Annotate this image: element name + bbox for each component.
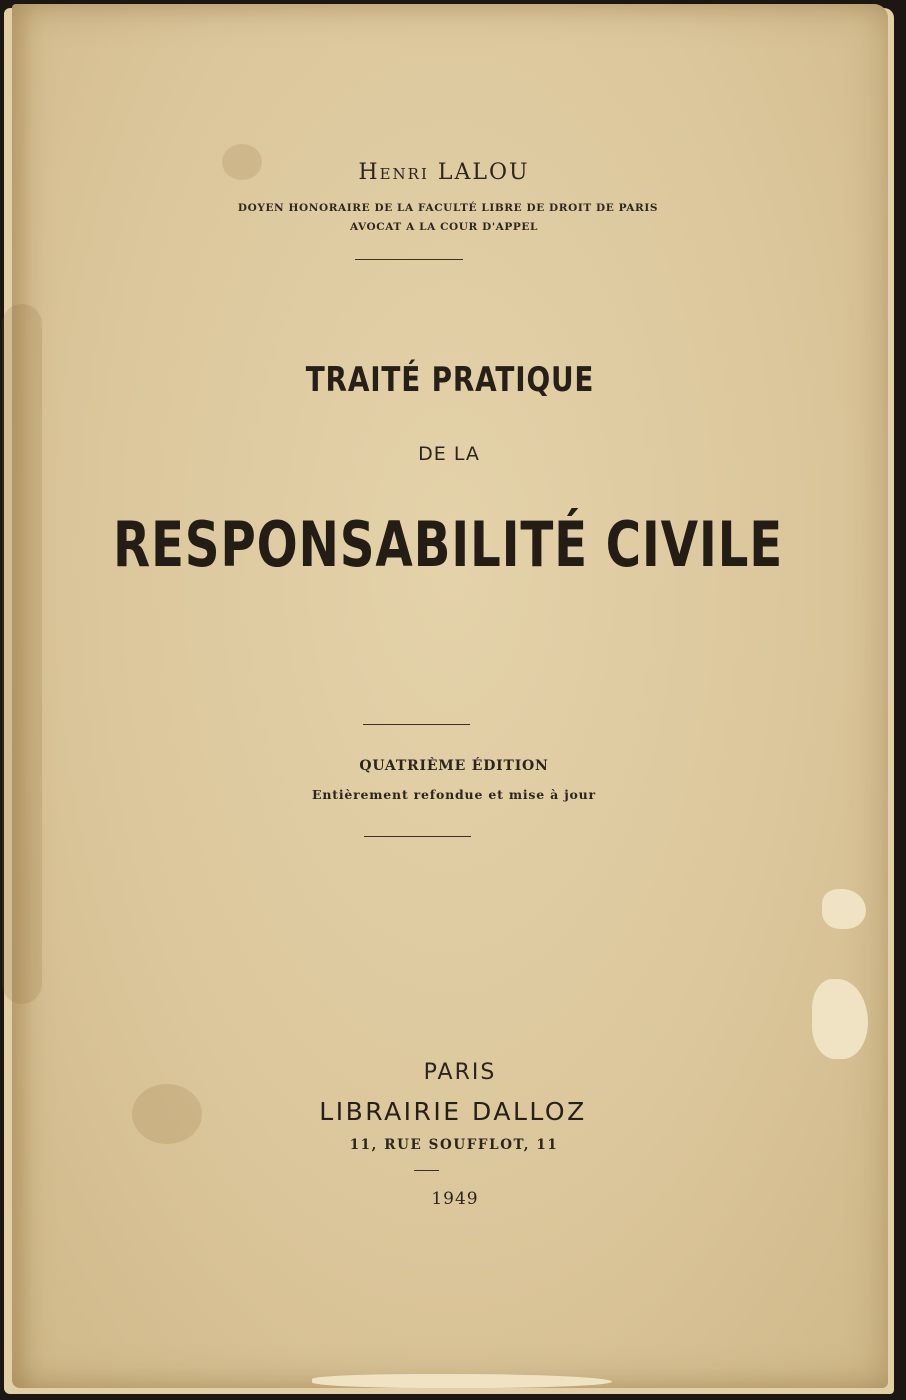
divider-rule <box>364 836 471 837</box>
divider-rule <box>414 1170 439 1171</box>
publisher-name: LIBRAIRIE DALLOZ <box>319 1097 587 1126</box>
author-credential: AVOCAT A LA COUR D'APPEL <box>350 221 538 233</box>
title-line-2: DE LA <box>418 443 480 465</box>
title-line-1: TRAITÉ PRATIQUE <box>305 360 595 400</box>
author-name: Henri LALOU <box>358 160 530 185</box>
author-credential: DOYEN HONORAIRE DE LA FACULTÉ LIBRE DE DROIT DE PARIS <box>237 202 659 214</box>
publisher-city: PARIS <box>423 1060 497 1085</box>
title-main: RESPONSABILITÉ CIVILE <box>112 508 784 581</box>
divider-rule <box>355 259 463 260</box>
cover-content <box>12 0 888 1400</box>
divider-rule <box>363 724 470 725</box>
publisher-address: 11, RUE SOUFFLOT, 11 <box>349 1137 559 1153</box>
edition-label: QUATRIÈME ÉDITION <box>359 758 549 774</box>
edition-note: Entièrement refondue et mise à jour <box>312 787 596 802</box>
publication-year: 1949 <box>431 1189 479 1209</box>
